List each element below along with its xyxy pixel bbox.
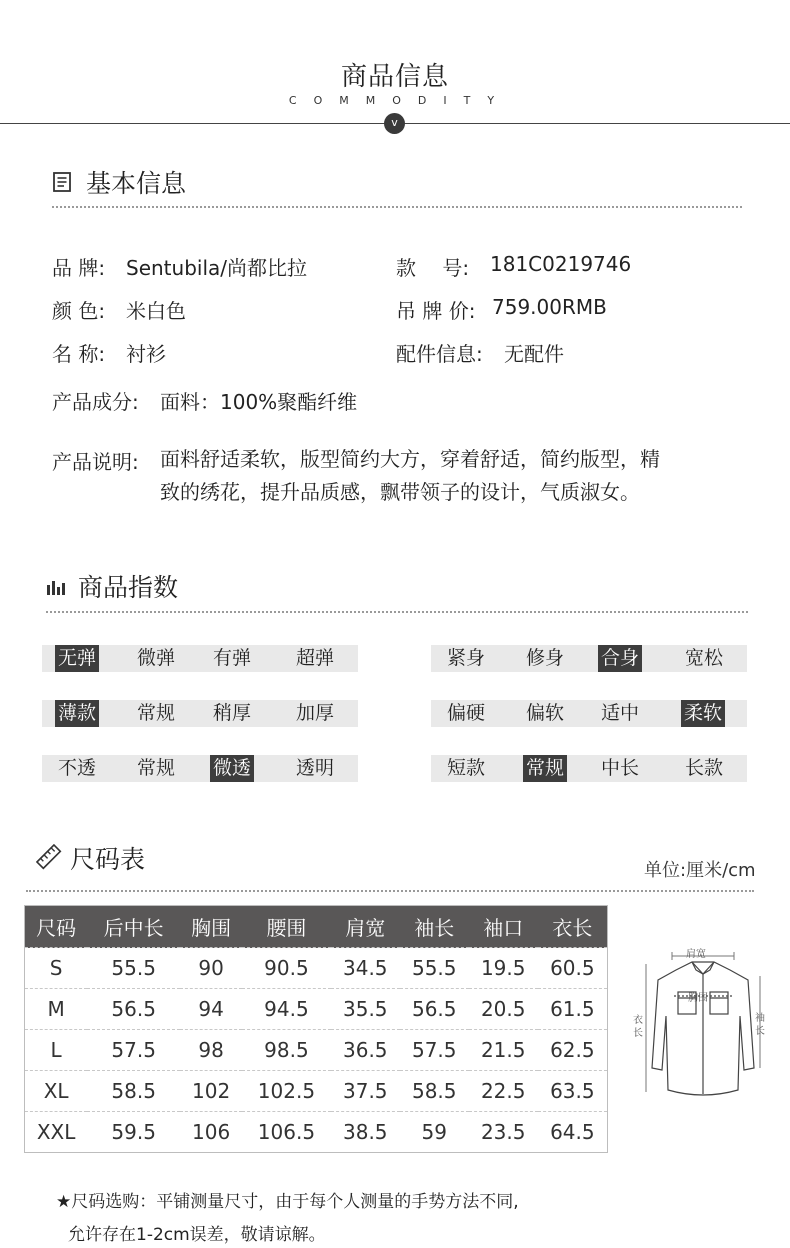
table-cell: 21.5 — [469, 1030, 538, 1071]
index-option: 偏软 — [525, 702, 564, 724]
color-label: 颜 色: — [52, 299, 106, 323]
section-divider — [46, 611, 748, 613]
table-row — [25, 1030, 608, 1071]
index-option: 微弹 — [136, 647, 175, 669]
table-cell: 102.5 — [242, 1071, 331, 1112]
chevron-down-icon: v — [384, 113, 405, 134]
index-option-selected: 合身 — [598, 645, 642, 672]
column-header: 尺码 — [25, 906, 88, 948]
document-icon — [53, 172, 71, 192]
brand-value: Sentubila/尚都比拉 — [126, 256, 307, 280]
color-value: 米白色 — [126, 299, 186, 323]
table-cell: 94.5 — [242, 989, 331, 1030]
index-option: 稍厚 — [212, 702, 251, 724]
price-value: 759.00RMB — [492, 295, 607, 319]
index-option: 不透 — [57, 757, 96, 779]
description-line-1: 面料舒适柔软，版型简约大方，穿着舒适，简约版型，精 — [160, 447, 660, 471]
table-row — [25, 1112, 608, 1153]
table-cell: 90 — [180, 948, 242, 989]
size-table — [24, 905, 608, 1153]
table-cell: 59.5 — [87, 1112, 180, 1153]
index-option-selected: 柔软 — [681, 700, 725, 727]
column-header: 袖长 — [400, 906, 469, 948]
page-subtitle: COMMODITY — [288, 94, 512, 107]
brand-label: 品 牌: — [52, 256, 106, 280]
diagram-label-shoulder: 肩宽 — [686, 949, 706, 960]
table-cell: XL — [25, 1071, 88, 1112]
column-header: 腰围 — [242, 906, 331, 948]
size-note-line-2: 允许存在1-2cm误差，敬请谅解。 — [68, 1225, 326, 1245]
index-option: 紧身 — [446, 647, 485, 669]
index-option: 修身 — [525, 647, 564, 669]
diagram-label-chest: 胸围 — [688, 993, 708, 1004]
table-cell: XXL — [25, 1112, 88, 1153]
index-option-selected: 微透 — [210, 755, 254, 782]
price-label: 吊 牌 价: — [396, 299, 476, 323]
table-cell: 56.5 — [87, 989, 180, 1030]
table-cell: 23.5 — [469, 1112, 538, 1153]
table-cell: S — [25, 948, 88, 989]
index-option: 中长 — [600, 757, 639, 779]
table-cell: 34.5 — [331, 948, 400, 989]
bar-chart-icon — [46, 577, 66, 597]
table-cell: 106.5 — [242, 1112, 331, 1153]
table-cell: 102 — [180, 1071, 242, 1112]
table-cell: 57.5 — [400, 1030, 469, 1071]
unit-label: 单位:厘米/cm — [644, 860, 756, 881]
index-option: 宽松 — [684, 647, 723, 669]
index-option: 长款 — [684, 757, 723, 779]
index-option-selected: 常规 — [523, 755, 567, 782]
table-cell: 64.5 — [538, 1112, 608, 1153]
table-cell: 106 — [180, 1112, 242, 1153]
table-cell: 36.5 — [331, 1030, 400, 1071]
index-option: 短款 — [446, 757, 485, 779]
section-divider — [26, 890, 754, 892]
table-row — [25, 1071, 608, 1112]
table-cell: 61.5 — [538, 989, 608, 1030]
name-label: 名 称: — [52, 342, 106, 366]
description-label: 产品说明: — [52, 450, 139, 474]
index-option: 偏硬 — [446, 702, 485, 724]
column-header: 胸围 — [180, 906, 242, 948]
composition-label: 产品成分: — [52, 390, 139, 414]
index-option: 加厚 — [295, 702, 334, 724]
table-cell: 58.5 — [87, 1071, 180, 1112]
table-cell: L — [25, 1030, 88, 1071]
accessory-value: 无配件 — [504, 342, 564, 366]
accessory-label: 配件信息: — [396, 342, 483, 366]
table-cell: 22.5 — [469, 1071, 538, 1112]
ruler-icon — [36, 844, 62, 870]
column-header: 衣长 — [538, 906, 608, 948]
name-value: 衬衫 — [126, 342, 166, 366]
column-header: 袖口 — [469, 906, 538, 948]
table-cell: 38.5 — [331, 1112, 400, 1153]
diagram-label-length: 衣长 — [633, 1015, 643, 1039]
table-cell: 20.5 — [469, 989, 538, 1030]
size-note-line-1: ★尺码选购：平铺测量尺寸，由于每个人测量的手势方法不同, — [56, 1192, 519, 1212]
table-cell: 55.5 — [87, 948, 180, 989]
table-header-row — [25, 906, 608, 948]
section-title-size: 尺码表 — [70, 845, 146, 874]
index-option: 透明 — [295, 757, 334, 779]
column-header: 肩宽 — [331, 906, 400, 948]
table-row — [25, 948, 608, 989]
table-cell: 94 — [180, 989, 242, 1030]
index-option-selected: 无弹 — [55, 645, 99, 672]
table-cell: 57.5 — [87, 1030, 180, 1071]
style-no-label: 款 号: — [396, 256, 470, 280]
section-title-index: 商品指数 — [78, 573, 179, 602]
table-cell: 56.5 — [400, 989, 469, 1030]
table-cell: 55.5 — [400, 948, 469, 989]
index-option: 超弹 — [295, 647, 334, 669]
section-divider — [52, 206, 742, 208]
index-option: 常规 — [136, 757, 175, 779]
table-cell: 90.5 — [242, 948, 331, 989]
section-title-basic: 基本信息 — [86, 169, 187, 198]
table-cell: 98.5 — [242, 1030, 331, 1071]
page-title: 商品信息 — [340, 62, 449, 92]
table-cell: 59 — [400, 1112, 469, 1153]
index-option-selected: 薄款 — [55, 700, 99, 727]
table-row — [25, 989, 608, 1030]
column-header: 后中长 — [87, 906, 180, 948]
index-option: 有弹 — [212, 647, 251, 669]
table-cell: 35.5 — [331, 989, 400, 1030]
table-cell: 37.5 — [331, 1071, 400, 1112]
table-cell: 58.5 — [400, 1071, 469, 1112]
index-option: 常规 — [136, 702, 175, 724]
table-cell: M — [25, 989, 88, 1030]
table-cell: 60.5 — [538, 948, 608, 989]
index-option: 适中 — [600, 702, 639, 724]
table-cell: 19.5 — [469, 948, 538, 989]
description-line-2: 致的绣花，提升品质感，飘带领子的设计，气质淑女。 — [160, 480, 640, 504]
diagram-label-sleeve: 袖长 — [755, 1013, 765, 1037]
table-cell: 63.5 — [538, 1071, 608, 1112]
composition-value: 面料：100%聚酯纤维 — [160, 390, 358, 414]
style-no-value: 181C0219746 — [490, 252, 632, 276]
table-cell: 98 — [180, 1030, 242, 1071]
table-cell: 62.5 — [538, 1030, 608, 1071]
